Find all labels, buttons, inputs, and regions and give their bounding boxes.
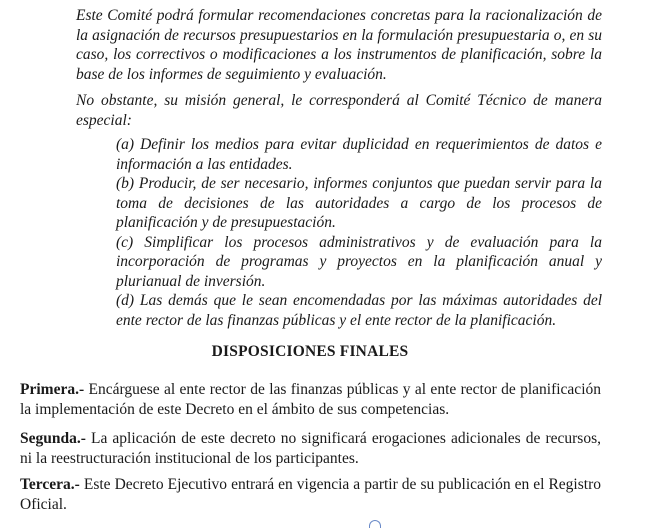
disposition-label: Tercera.- bbox=[20, 476, 80, 493]
disposition-primera bbox=[20, 380, 601, 419]
section-heading: DISPOSICIONES FINALES bbox=[211, 343, 409, 360]
list-item-c: (c) Simplificar los procesos administrativos y de evaluación para la incorporación de programas y proyectos en la planificación anual y plurianual de inversión. bbox=[116, 233, 602, 290]
disposition-label: Primera.- bbox=[20, 381, 85, 398]
list-item-d: (d) Las demás que le sean encomendadas por las máximas autoridades del ente rector de las finanzas públicas y el ente rector de la planificación. bbox=[116, 292, 602, 329]
disposition-text: Encárguese al ente rector de las finanzas públicas y al ente rector de planificación la implementación de este Decreto en el ámbito de sus competencias. bbox=[20, 381, 601, 418]
disposition-tercera bbox=[20, 475, 601, 514]
paragraph-text: No obstante, su misión general, le corresponderá al Comité Técnico de manera especial: bbox=[76, 92, 602, 129]
list-item-b: (b) Producir, de ser necesario, informes conjuntos que puedan servir para la toma de decisiones de las autoridades a cargo de los procesos de planificación y de presupuestación. bbox=[116, 175, 602, 231]
disposition-label: Segunda.- bbox=[20, 430, 86, 447]
list-item-a: (a) Definir los medios para evitar duplicidad en requerimientos de datos e información a las entidades. bbox=[116, 136, 602, 173]
paragraph-committee-mission bbox=[76, 91, 602, 130]
disposition-segunda bbox=[20, 429, 601, 468]
paragraph-committee-recommendations bbox=[76, 6, 602, 84]
stamp-fragment bbox=[369, 520, 381, 528]
committee-functions-list bbox=[116, 135, 602, 330]
disposition-text: Este Decreto Ejecutivo entrará en vigencia a partir de su publicación en el Registro Oficial. bbox=[20, 476, 601, 513]
disposition-text: La aplicación de este decreto no significará erogaciones adicionales de recursos, ni la reestructuración institucional de los participantes. bbox=[20, 430, 601, 467]
paragraph-text: Este Comité podrá formular recomendaciones concretas para la racionalización de la asignación de recursos presupuestarios en la formulación presupuestaria o, en su caso, los correctivos o modificaciones a los instrumentos de planificación, sobre la base de los informes de seguimiento y evaluación. bbox=[76, 7, 602, 83]
